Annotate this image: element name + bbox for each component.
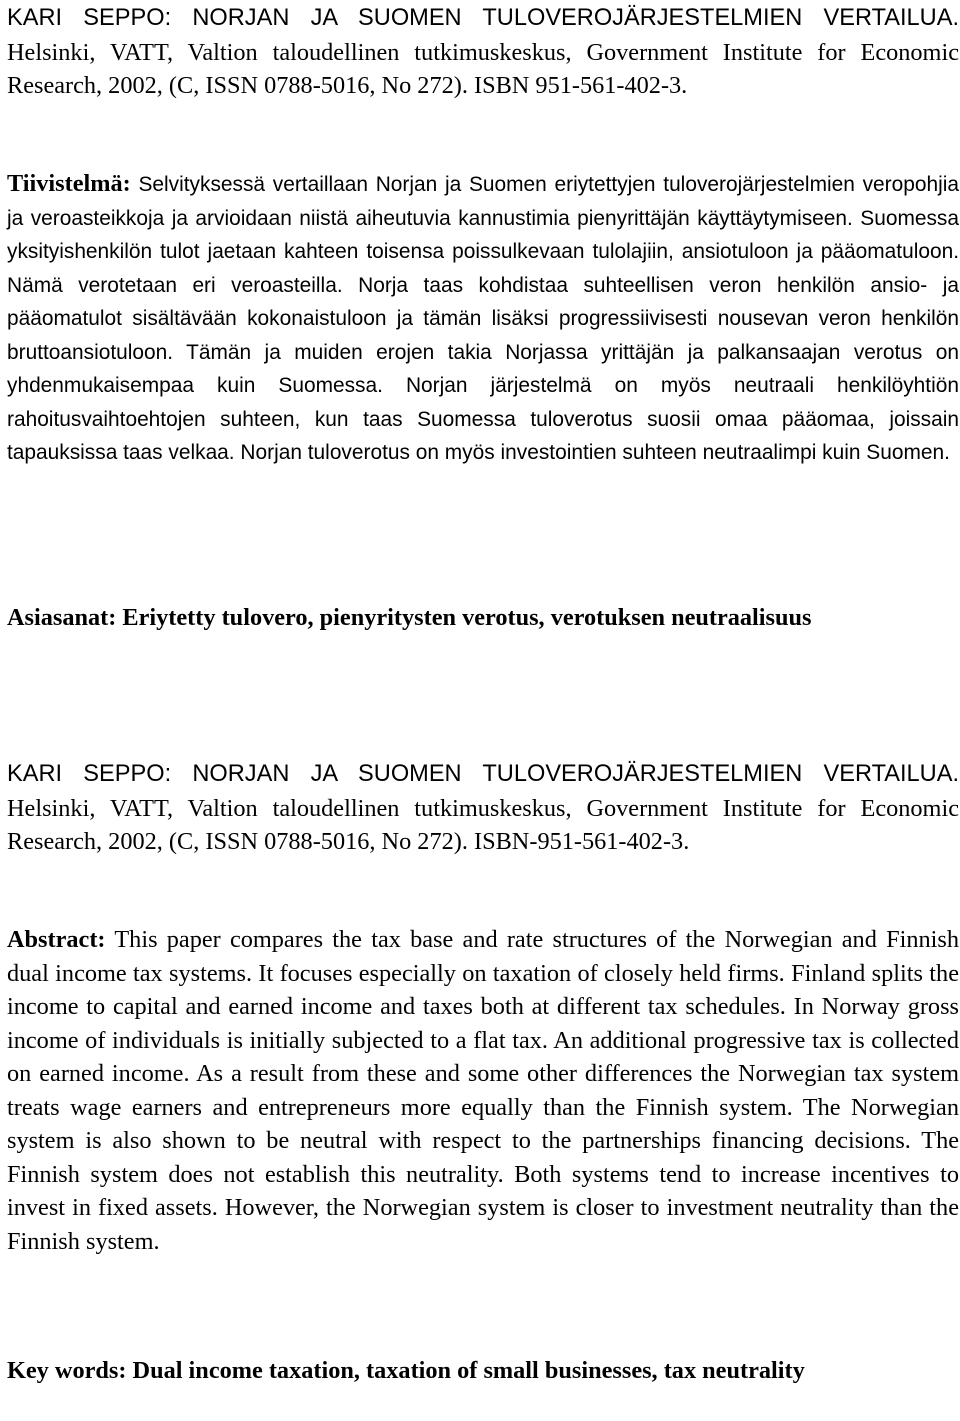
en-citation-author-title: KARI SEPPO: NORJAN JA SUOMEN TULOVEROJÄRJESTELMIEN VERTAILUA.: [7, 761, 959, 787]
en-abstract-text: This paper compares the tax base and rate structures of the Norwegian and Finnish dual income tax systems. It focuses especially on taxation of closely held firms. Finland splits the income to capital and earned income and taxes both at different tax schedules. In Norway gross income of individuals is initially subjected to a flat tax. An additional progressive tax is collected on earned income. As a result from these and some other differences the Norwegian tax system treats wage earners and entrepreneurs more equally than the Finnish system. The Norwegian system is also shown to be neutral with respect to the partnerships financing decisions. The Finnish system does not establish this neutrality. Both systems tend to increase incentives to invest in fixed assets. However, the Norwegian system is closer to investment neutrality than the Finnish system.: [7, 926, 959, 1255]
en-citation-details: Helsinki, VATT, Valtion taloudellinen tutkimuskeskus, Government Institute for Economic Research, 2002, (C, ISSN 0788-5016, No 272). ISBN-951-561-402-3.: [7, 794, 959, 855]
fi-abstract-body: Suomessa yksityishenkilön tulot jaetaan kahteen toisensa poissulkevaan tulolajiin, ansiotuloon ja pääomatuloon. Nämä verotetaan eri veroasteilla. Norja taas kohdistaa suhteellisen veron henkilön ansio- ja pääomatulot sisältävään kokonaistuloon ja tämän lisäksi progressiivisesti nousevan veron henkilön bruttoansiotuloon. Tämän ja muiden erojen takia Norjassa yrittäjän ja palkansaajan verotus on yhdenmukaisempaa kuin Suomessa. Norjan järjestelmä on myös neutraali henkilöyhtiön rahoitusvaihtoehtojen suhteen, kun taas Suomessa tuloverotus suosii omaa pääomaa, joissain tapauksissa taas velkaa. Norjan tuloverotus on myös investointien suhteen neutraalimpi kuin Suomen.: [7, 206, 959, 464]
en-keywords: Key words: Dual income taxation, taxation of small businesses, tax neutrality: [7, 1357, 805, 1384]
en-abstract-label: Abstract:: [7, 926, 106, 953]
fi-citation: [7, 2, 959, 103]
fi-abstract-lead: Selvityksessä vertaillaan Norjan ja Suomen eriytettyjen tuloverojärjestelmien veropohjia ja veroasteikkoja ja arvioidaan niistä aiheutuvia kannustimia pienyrittäjän käyttäytymiseen.: [7, 173, 959, 230]
en-abstract: [7, 923, 959, 1258]
fi-citation-details: Helsinki, VATT, Valtion taloudellinen tutkimuskeskus, Government Institute for Economic Research, 2002, (C, ISSN 0788-5016, No 272). ISBN 951-561-402-3.: [7, 38, 959, 99]
fi-abstract-label: Tiivistelmä:: [7, 170, 131, 197]
fi-citation-author-title: KARI SEPPO: NORJAN JA SUOMEN TULOVEROJÄRJESTELMIEN VERTAILUA.: [7, 5, 959, 31]
fi-abstract: [7, 167, 959, 470]
en-citation: [7, 758, 959, 859]
fi-keywords: Asiasanat: Eriytetty tulovero, pienyritysten verotus, verotuksen neutraalisuus: [7, 604, 812, 631]
